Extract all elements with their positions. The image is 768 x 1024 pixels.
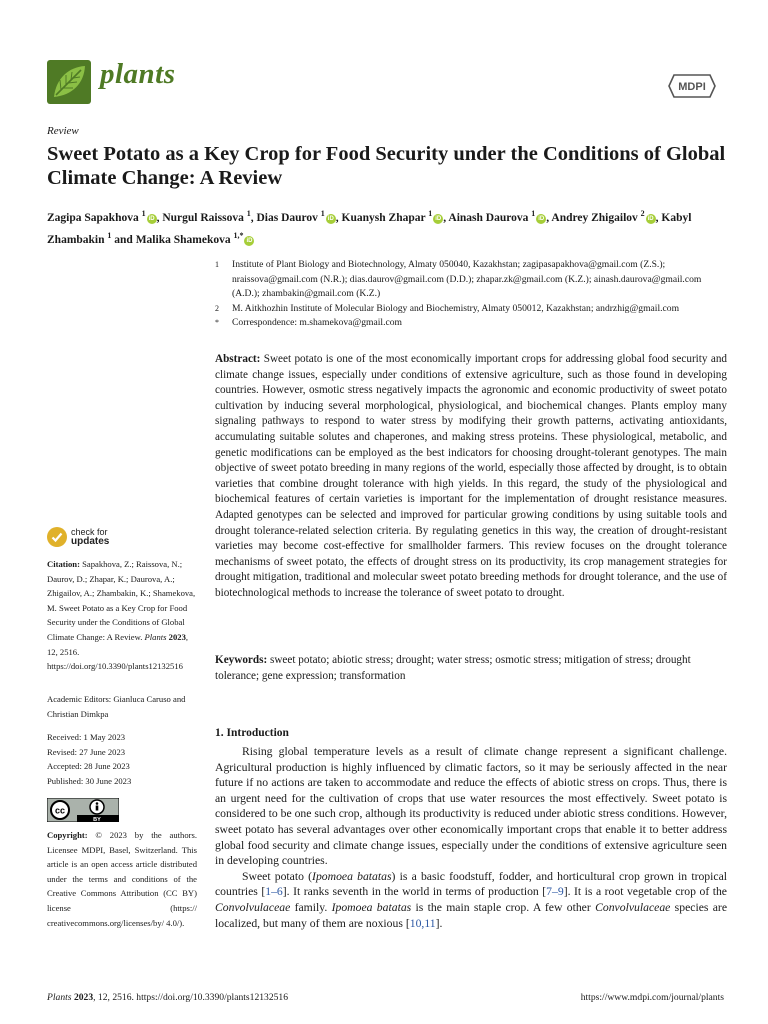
author-affiliation-mark: 1 <box>246 209 251 218</box>
author-affiliation-mark: 1 <box>531 209 536 218</box>
author-affiliation-mark: 2 <box>640 209 645 218</box>
section-heading-introduction: 1. Introduction <box>215 727 289 739</box>
author-list: Zagipa Sapakhova $^1$iD , Nurgul Raissova $^1$, Dias Daurov $^1$iD , Kuanysh Zhapar $^1$iD , Ainash Daurova $^1$iD , Andrey Zhigailov $^2$iD , Kabyl Zhambakin $^1$ and Malika Shamekova $^{1,*}$iD <box>47 209 692 246</box>
cc-badge-text: BY <box>93 817 101 822</box>
svg-text:cc: cc <box>54 805 66 816</box>
article-dates <box>47 730 197 788</box>
abstract <box>215 352 727 602</box>
article-type: Review <box>47 125 79 137</box>
date-received: Received: 1 May 2023 <box>47 732 126 742</box>
author-name: Zagipa Sapakhova <box>47 211 139 224</box>
article-title: Sweet Potato as a Key Crop for Food Security under the Conditions of Global Climate Change: A Review <box>47 143 726 189</box>
orcid-icon[interactable]: iD <box>327 215 334 222</box>
intro-paragraph-2: Sweet potato (Ipomoea batatas) is a basic foodstuff, fodder, and horticultural crop grown in tropical countries [1–6]. It ranks seventh in the world in terms of production [7–9]. It is a root vegetable crop of the Convolvulaceae family. Ipomoea batatas is the main staple crop. A few other Convolvulaceae species are localized, but many of them are noxious [10,11]. <box>215 869 728 930</box>
keywords <box>215 653 727 684</box>
author <box>341 209 444 224</box>
journal-name: plants <box>100 58 176 90</box>
author-affiliation-mark: 1 <box>141 209 146 218</box>
author <box>256 209 335 224</box>
author <box>448 209 546 224</box>
intro-paragraph-1: Rising global temperature levels as a result of climate change represent a significant challenge. Agricultural production is highly influenced by climatic factors, so it may be seriously affected in the near future if no actions are taken to accommodate and reduce the effects of abiotic stress on crops. Thus, there is an urgent need for the cultivation of crops that use water resources the most effectively. Sweet potato is considered to be one such crop, although its productivity is reduced under abiotic stress conditions. However, sweet potato has several advantages over other economically important crops that enable it to better address global food security and climate change issues, especially under the conditions of extensive agriculture seen in developing countries. <box>215 745 727 868</box>
footer-year: 2023 <box>73 992 94 1003</box>
abstract-label: Abstract: <box>215 353 261 365</box>
affiliation-item <box>215 258 725 302</box>
check-updates-icon <box>47 527 67 547</box>
author <box>162 209 251 224</box>
author-name: Andrey Zhigailov <box>551 211 638 224</box>
author-affiliation-mark: 1 <box>107 230 112 240</box>
mdpi-logo-icon <box>668 74 716 98</box>
leaf-icon <box>47 60 91 104</box>
reference-link[interactable]: 7–9 <box>546 885 564 899</box>
affiliation-item <box>215 316 725 331</box>
keywords-label: Keywords: <box>215 654 268 666</box>
reference-link[interactable]: 1–6 <box>265 885 283 899</box>
keywords-text: sweet potato; abiotic stress; drought; water stress; osmotic stress; mitigation of stress; drought tolerance; gene expression; transformation <box>215 654 691 682</box>
publisher-name: MDPI <box>678 81 706 93</box>
orcid-icon[interactable]: iD <box>435 215 442 222</box>
reference-link[interactable]: 10,11 <box>409 916 436 930</box>
footer-citation <box>47 992 288 1003</box>
citation-label: Citation: <box>47 559 80 569</box>
citation-doi[interactable]: , 12, 2516. https://doi.org/10.3390/plants12132516 <box>47 631 189 672</box>
author-name: Malika Shamekova <box>135 233 231 246</box>
date-revised: Revised: 27 June 2023 <box>47 746 126 757</box>
orcid-icon[interactable]: iD <box>538 215 545 222</box>
footer-doi[interactable]: , 12, 2516. https://doi.org/10.3390/plants12132516 <box>93 992 289 1003</box>
author-name: Ainash Daurova <box>448 211 529 224</box>
footer-journal-url[interactable]: https://www.mdpi.com/journal/plants <box>580 992 724 1003</box>
check-updates-line2: updates <box>71 536 110 547</box>
academic-editors: Academic Editors: Gianluca Caruso and Christian Dimkpa <box>47 694 186 719</box>
introduction-body <box>215 744 727 931</box>
check-updates-line1: check for <box>71 527 108 537</box>
affiliation-mark: 2 <box>215 303 219 313</box>
affiliation-text: M. Aitkhozhin Institute of Molecular Biology and Biochemistry, Almaty 050012, Kazakhstan; andrzhig@gmail.com <box>232 302 680 314</box>
orcid-icon[interactable]: iD <box>148 215 155 222</box>
orcid-icon[interactable]: iD <box>246 237 253 244</box>
affiliation-item <box>215 302 725 317</box>
affiliation-text: Institute of Plant Biology and Biotechnology, Almaty 050040, Kazakhstan; zagipasapakhova@gmail.com (Z.S.); nraissova@gmail.com (N.R.); dias.daurov@gmail.com (D.D.); zhapar.zk@gmail.com (K.Z.); ainash.daurova@gmail.com (A.D.); zhambakin@gmail.com (K.Z.) <box>232 259 702 300</box>
orcid-icon[interactable]: iD <box>647 215 654 222</box>
abstract-text: Sweet potato is one of the most economically important crops for addressing global food security and climate change issues, especially under conditions of extensive agriculture, such as those found in developing countries. However, osmotic stress negatively impacts the agronomic and economic productivity of sweet potato cultivation by inducing several morphological, physiological, and biochemical changes. Plants employ many signaling pathways to respond to water stress by modifying their growth patterns, activating antioxidants, accumulating suitable solutes and chaperones, and making stress proteins. These physiological, metabolic, and genetic modifications can be employed as the best indicators for choosing drought-tolerant genotypes. The main objective of sweet potato breeding in many regions of the world, especially those affected by drought, is to obtain varieties that combine drought tolerance with high yields. In this regard, the study of the physiological and biochemical features of certain varieties is important for the implementation of drought resistance measures. Adapted genotypes can be selected and improved for particular growing conditions by using suitable tools and drought tolerance-related selection criteria. By regulating genetics in this way, the creation of drought-resistant varieties may become cost-effective for smallholder farmers. This review focuses on the drought tolerance mechanisms of sweet potato, the effects of drought stress on its productivity, its crop management strategies for drought mitigation, traditional and molecular sweet potato breeding methods for drought tolerance, and the use of biotechnological methods to increase the tolerance of sweet potato to drought. <box>215 353 728 599</box>
affiliation-mark: 1 <box>215 260 219 269</box>
copyright-notice <box>47 828 197 930</box>
author <box>47 209 157 224</box>
affiliation-mark: * <box>215 318 219 328</box>
footer-journal: Plants <box>47 992 72 1003</box>
date-accepted: Accepted: 28 June 2023 <box>47 761 130 772</box>
author-affiliation-mark: 1 <box>320 209 325 218</box>
citation-block <box>47 557 197 674</box>
copyright-text: © 2023 by the authors. Licensee MDPI, Basel, Switzerland. This article is an open access article distributed under the terms and conditions of the Creative Commons Attribution (CC BY) license (https:// creativecommons.org/licenses/by/ 4.0/). <box>47 830 197 928</box>
cc-by-license-icon[interactable] <box>47 798 119 822</box>
copyright-label: Copyright: <box>47 830 88 840</box>
citation-journal: Plants <box>144 631 167 642</box>
affiliations <box>215 258 725 331</box>
author <box>135 230 255 246</box>
date-published: Published: 30 June 2023 <box>47 775 132 786</box>
author-name: Kabyl Zhambakin <box>47 211 692 246</box>
author-name: Nurgul Raissova <box>162 211 244 224</box>
check-for-updates-button[interactable] <box>47 527 127 549</box>
author-name: Kuanysh Zhapar <box>341 211 426 224</box>
citation-text: Sapakhova, Z.; Raissova, N.; Daurov, D.; Zhapar, K.; Daurova, A.; Zhigailov, A.; Zhambakin, K.; Shamekova, M. Sweet Potato as a Key Crop for Food Security under the Conditions of Global Climate Change: A Review. <box>47 559 196 642</box>
author-name: Dias Daurov <box>256 211 318 224</box>
affiliation-text: Correspondence: m.shamekova@gmail.com <box>232 317 403 329</box>
author-affiliation-mark: 1,* <box>233 230 244 240</box>
author <box>551 209 655 224</box>
author-affiliation-mark: 1 <box>428 209 433 218</box>
citation-year: 2023 <box>168 631 186 642</box>
